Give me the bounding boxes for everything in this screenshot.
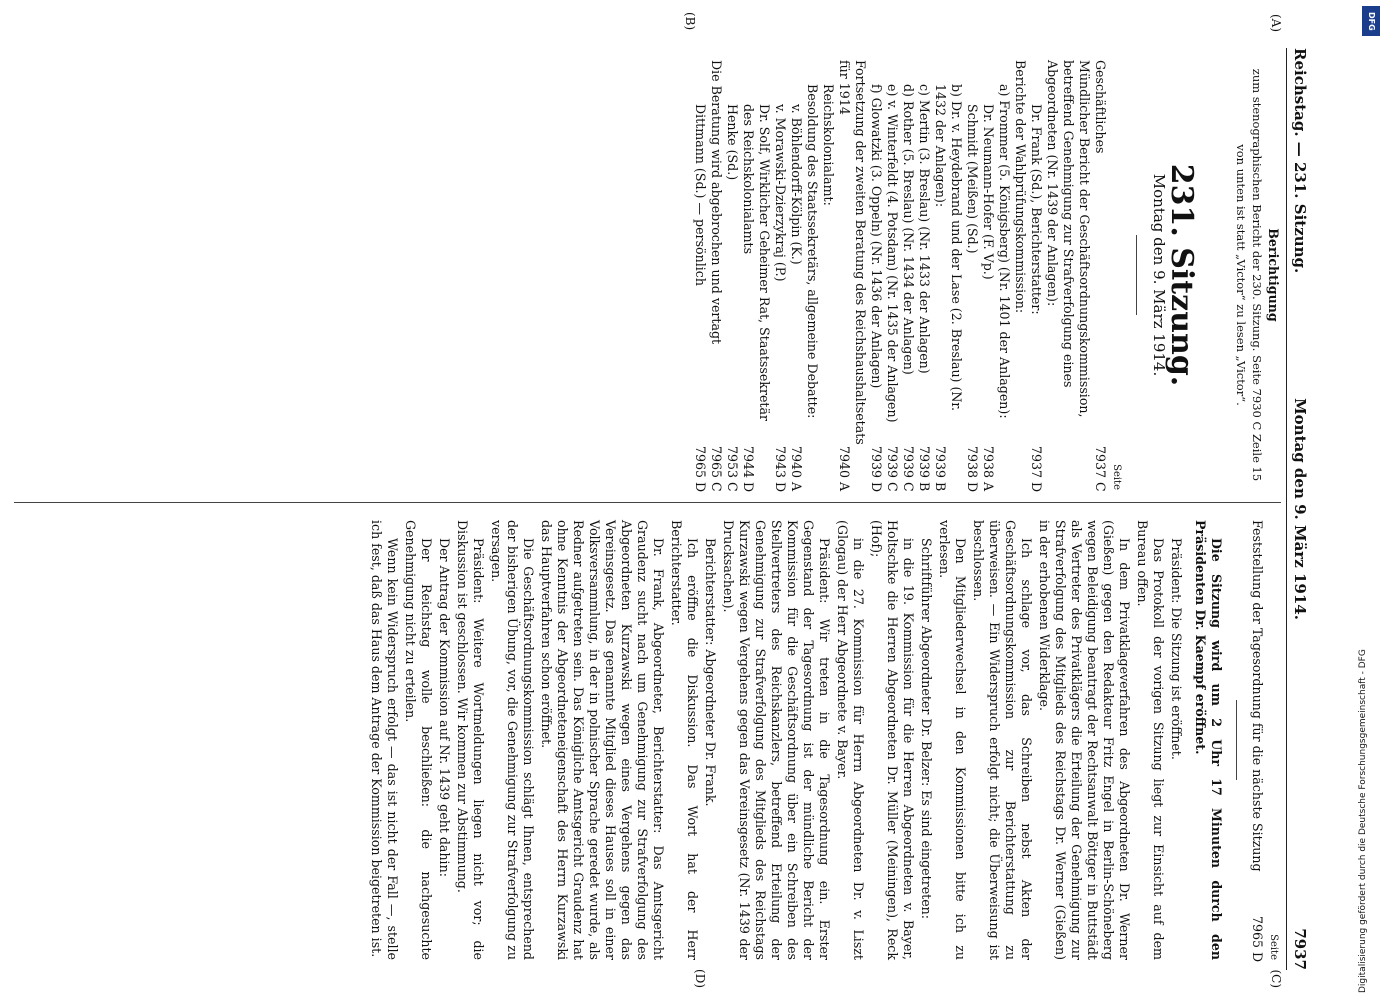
agenda-rule [1236,700,1237,780]
toc-entry-page: 7965 C [709,446,724,492]
margin-marker-b: (B) [683,12,697,31]
toc-entry-page: 7965 D [693,446,708,493]
dfg-logo: DFG [1362,6,1380,36]
toc-entry [980,60,996,490]
proceedings-paragraph: Präsident: Wir treten in die Tagesordnung ein. Erster Gegenstand der Tagesordnung ist der mündliche Bericht der Kommission für die Geschäftsordnung über ein Schreiben des Stellvertreters des Reichskanzlers, betreffend Erteilung der Genehmigung zur Strafverfolgung des Mitglieds des Reichstags Kurzawski wegen Vergehens gegen das Vereinsgesetz (Nr. 1439 der Drucksachen). [721,520,832,960]
seite-label: Seite [1111,464,1122,490]
header-page-number: 7937 [1291,928,1309,970]
opening-line: Die Sitzung wird um 2 Uhr 17 Minuten durch den Präsidenten Dr. Kaempf eröffnet. [1193,520,1224,960]
header-center: Montag den 9. März 1914. [1291,398,1309,620]
seite-label-right: Seite [1268,934,1279,960]
toc-entry-text: v. Morawski-Dzierzykraj (P.) [773,104,788,282]
toc-entry-page: 7940 A [789,446,804,492]
toc-entry [1044,60,1092,490]
toc-entry-page: 7940 A [837,446,852,492]
title-rule [1136,235,1137,315]
toc-entry [868,60,884,493]
toc-entry-text: Geschäftliches [1093,60,1108,154]
toc-entry-text: Dr. Neumann-Hofer (F. Vp.) [981,104,996,280]
toc-entry [932,60,964,490]
proceedings-paragraph: Dr. Frank, Abgeordneter, Berichterstatter: Das Amtsgericht Graudenz sucht nach um Genehmigung zur Strafverfolgung des Abgeordneten Kurzawski wegen eines Vergehens gegen das Vereinsgesetz. Das genannte Mitglied dieses Hauses soll in einer Volksversammlung, in der in polnischer Sprache geredet wurde, als Redner aufgetreten sein. Das Königliche Amtsgericht Graudenz hat ohne Kenntnis der Abgeordneteneigenschaft des Herrn Kurzawski das Hauptverfahren schon eröffnet. [539,520,666,960]
proceedings-paragraph: Der Reichstag wolle beschließen: die nachgesuchte Genehmigung nicht zu erteilen. [403,520,434,960]
proceedings-paragraph: Präsident: Die Sitzung ist eröffnet. [1169,538,1184,760]
toc-entry-page: 7939 D [869,446,884,493]
proceedings-paragraph: Ich schlage vor, das Schreiben nebst Akten der Geschäftsordnungskommission zur Berichterstattung zu überweisen. — Ein Widerspruch erfolgt nicht; die Überweisung ist beschlossen. [971,520,1034,960]
toc-entry [1092,60,1108,490]
toc-entry [724,60,740,490]
proceedings-paragraph: Schriftführer Abgeordneter Dr. Belzer: Es sind eingetreten: [919,538,934,920]
correction-title: Berichtigung [1266,228,1281,322]
proceedings-paragraph: Wenn kein Widerspruch erfolgt — das ist nicht der Fall —, stelle ich fest, daß das Haus dem Antrage der Kommission beigetreten ist. [369,520,400,960]
toc-entry [900,60,916,490]
toc-entry-page: 7943 D [773,446,788,493]
toc-entry [804,60,820,490]
toc-entry [740,60,772,493]
margin-marker-d: (D) [693,969,707,988]
toc-entry [820,60,836,490]
toc-entry [996,60,1012,490]
toc-entry [772,60,788,493]
toc-entry-text: a) Frommer (5. Königsberg) (Nr. 1401 der Anlagen): [997,84,1012,419]
toc-entry-text: Mündlicher Bericht der Geschäftsordnungskommission, betreffend Genehmigung zur Strafverfolgung eines Abgeordneten (Nr. 1439 der Anlagen): [1045,60,1092,418]
page-header [1287,48,1309,970]
proceedings-paragraph: Den Mitgliederwechsel in den Kommissionen bitte ich zu verlesen. [937,520,968,960]
toc-entry [964,60,980,493]
toc-entry-text: b) Dr. v. Heydebrand und der Lase (2. Breslau) (Nr. 1432 der Anlagen): [933,84,964,412]
toc-entry [708,60,724,490]
toc-entry [788,60,804,490]
toc-entry-page: 7939 B [933,446,948,492]
header-rule [1286,48,1287,970]
proceedings-paragraph: in die 27. Kommission für Herrn Abgeordneten Dr. v. Liszt (Glogau) der Herr Abgeordnete v. Bayer. [835,520,866,960]
agenda-entry [1249,520,1265,963]
toc-entry [884,60,900,490]
session-date: Montag den 9. März 1914. [1150,173,1168,377]
toc-entry-text: f) Glowatzki (3. Oppeln) (Nr. 1436 der Anlagen) [869,84,884,389]
proceedings-paragraph: Präsident: Weitere Wortmeldungen liegen nicht vor; die Diskussion ist geschlossen. Wir kommen zur Abstimmung. [455,520,486,960]
toc-entry-text: d) Rother (5. Breslau) (Nr. 1434 der Anlagen) [901,84,916,375]
agenda-line: Feststellung der Tagesordnung für die nächste Sitzung [1250,520,1265,872]
proceedings-text [368,520,1184,960]
proceedings-paragraph: Das Protokoll der vorigen Sitzung liegt zur Einsicht auf dem Bureau offen. [1135,520,1166,960]
toc-entry-text: c) Mertin (3. Breslau) (Nr. 1433 der Anlagen) [917,84,932,374]
toc-entry-text: Schmidt (Meißen) (Sd.) [965,104,980,254]
toc-entry-text: v. Böhlendorff-Kölpin (K.) [789,104,804,265]
proceedings-paragraph: In dem Privatklageverfahren des Abgeordneten Dr. Werner (Gießen) gegen den Redakteur Fritz Engel in Berlin-Schöneberg wegen Beleidigung beantragt der Rechtsanwalt Böttger in Buttstädt als Vertreter des Privatklägers die Erteilung der Genehmigung zur Strafverfolgung des Mitglieds des Reichstags Dr. Werner (Gießen) in der erhobenen Widerklage. [1037,520,1132,960]
toc-entry-page: 7938 D [965,446,980,493]
toc-entry-page: 7937 C [1093,446,1108,492]
toc-entry-text: Fortsetzung der zweiten Beratung des Reichshaushaltsetats für 1914 [837,60,868,445]
toc-entry-page: 7938 A [981,446,996,492]
digitization-note: Digitalisierung gefördert durch die Deutsche Forschungsgemeinschaft - DFG [1358,649,1368,993]
margin-marker-a: (A) [1269,14,1283,33]
toc-entry-page: 7939 C [885,446,900,492]
proceedings-paragraph: Berichterstatter: Abgeordneter Dr. Frank. [703,538,718,807]
toc-entry-text: Dittmann (Sd.) — persönlich [693,104,708,286]
toc-entry-page: 7953 C [725,446,740,492]
toc-entry [1012,60,1028,490]
toc-entry-page: 7944 D [741,446,756,493]
toc-entry-text: Henke (Sd.) [725,104,740,181]
toc-entry [916,60,932,490]
proceedings-paragraph: Der Antrag der Kommission auf Nr. 1439 geht dahin: [437,538,452,877]
toc-entry [836,60,868,490]
toc-entry-text: Berichte der Wahlprüfungskommission: [1013,60,1028,314]
margin-marker-c: (C) [1269,969,1283,988]
header-left: Reichstag. — 231. Sitzung. [1291,48,1309,274]
agenda-page: 7965 D [1250,916,1265,963]
column-divider [14,502,1281,503]
proceedings-paragraph: Die Geschäftsordnungskommission schlägt Ihnen, entsprechend der bisherigen Übung, vor, die Genehmigung zur Strafverfolgung zu versagen. [489,520,536,960]
proceedings-paragraph: in die 19. Kommission für die Herren Abgeordneten v. Bayer, Holtschke die Herren Abgeordneten Dr. Müller (Meiningen), Reck (Hof); [869,520,916,960]
toc-entry-text: Dr. Frank (Sd.), Berichterstatter: [1029,104,1044,315]
toc-entry-text: e) v. Winterfeldt (4. Potsdam) (Nr. 1435 der Anlagen) [885,84,900,423]
toc-entry-text: Die Beratung wird abgebrochen und vertagt [709,60,724,345]
correction-text: zum stenographischen Bericht der 230. Sitzung. Seite 7930 C Zeile 15 von unten ist statt „Victor“ zu lesen „Victor“. [1234,68,1264,482]
session-title: 231. Sitzung. [1164,163,1199,387]
table-of-contents [692,60,1108,493]
toc-entry [1028,60,1044,493]
toc-entry [692,60,708,493]
proceedings-paragraph: Ich eröffne die Diskussion. Das Wort hat der Herr Berichterstatter. [669,520,700,960]
toc-entry-page: 7939 B [917,446,932,492]
toc-entry-page: 7939 C [901,446,916,492]
toc-entry-text: Dr. Solf, Wirklicher Geheimer Rat, Staatssekretär des Reichskolonialamts [741,104,772,422]
toc-entry-text: Reichskolonialamt: [821,84,836,206]
toc-entry-text: Besoldung des Staatssekretärs, allgemeine Debatte: [805,84,820,419]
left-column [692,60,1281,493]
toc-entry-page: 7937 D [1029,446,1044,493]
right-column [366,520,1281,963]
